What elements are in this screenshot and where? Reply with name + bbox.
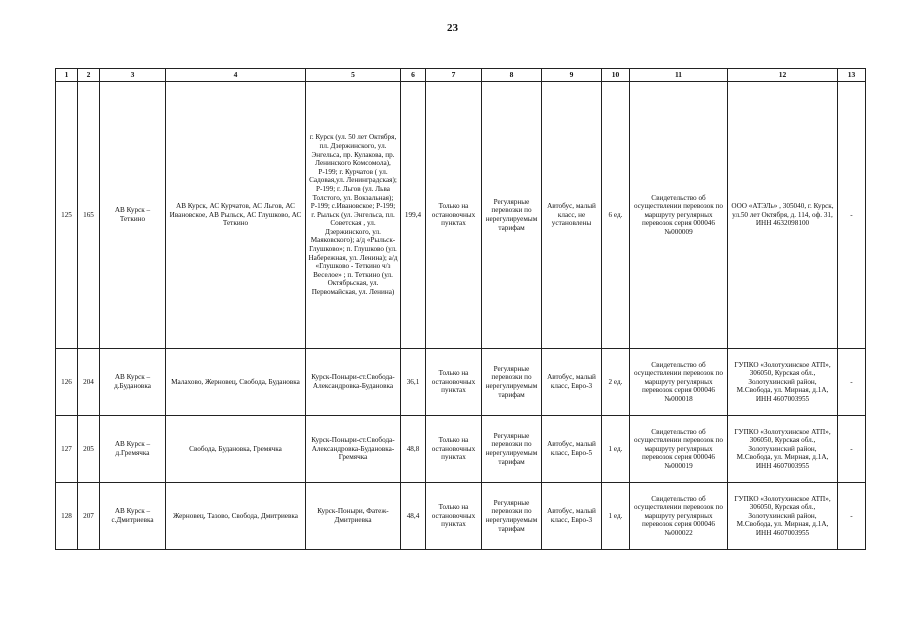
route-stops: АВ Курск, АС Курчатов, АС Льгов, АС Ивановское, АВ Рыльск, АС Глушково, АС Теткино (166, 82, 306, 349)
column-header: 7 (426, 69, 482, 82)
route-streets: Курск-Поныри-ст.Свобода-Александровка-Будановка (306, 349, 401, 416)
note: - (838, 349, 866, 416)
stop-order: Только на остановочных пунктах (426, 416, 482, 483)
route-streets: Курск-Поныри-ст.Свобода-Александровка-Будановка-Гремячка (306, 416, 401, 483)
column-header: 3 (100, 69, 166, 82)
note: - (838, 483, 866, 550)
column-header: 9 (542, 69, 602, 82)
vehicle-type: Автобус, малый класс, Евро-3 (542, 483, 602, 550)
vehicle-type: Автобус, малый класс, Евро-3 (542, 349, 602, 416)
route-streets: г. Курск (ул. 50 лет Октября, пл. Дзержинского, ул. Энгельса, пр. Кулакова, пр. Ленинского Комсомола), Р-199; г. Курчатов ( ул. Садовая,ул. Ленинградская); Р-199; г. Льгов (ул. Льва Толстого, ул. Вокзальная); Р-199; с.Ивановское; Р-199; г. Рыльск (ул. Энгельса, пл. Советская , ул. Дзержинского, ул. Маяковского); а/д «Рыльск-Глушково»; п. Глушково (ул. Набережная, ул. Ленина); а/д «Глушково - Теткино ч/з Веселое» ; п. Теткино (ул. Октябрьская, ул. Первомайская, ул. Ленина) (306, 82, 401, 349)
certificate: Свидетельство об осуществлении перевозок по маршруту регулярных перевозок серия 000046 №000019 (630, 416, 728, 483)
tariff-type: Регулярные перевозки по нерегулируемым тарифам (482, 82, 542, 349)
carrier: ООО «АТЭЛь» , 305040, г. Курск, ул.50 лет Октября, д. 114, оф. 31, ИНН 4632098100 (728, 82, 838, 349)
vehicle-count: 2 ед. (602, 349, 630, 416)
vehicle-count: 1 ед. (602, 416, 630, 483)
column-header: 1 (56, 69, 78, 82)
column-header: 13 (838, 69, 866, 82)
column-header: 6 (401, 69, 426, 82)
route-length: 36,1 (401, 349, 426, 416)
stop-order: Только на остановочных пунктах (426, 349, 482, 416)
column-header: 8 (482, 69, 542, 82)
route-stops: Жерновец, Тазово, Свобода, Дмитриевка (166, 483, 306, 550)
certificate: Свидетельство об осуществлении перевозок по маршруту регулярных перевозок серия 000046 №000018 (630, 349, 728, 416)
note: - (838, 416, 866, 483)
route-name: АВ Курск – д.Гремячка (100, 416, 166, 483)
route-number: 204 (78, 349, 100, 416)
route-name: АВ Курск – с.Дмитриевка (100, 483, 166, 550)
vehicle-type: Автобус, малый класс, не установлены (542, 82, 602, 349)
vehicle-count: 6 ед. (602, 82, 630, 349)
row-number: 128 (56, 483, 78, 550)
route-name: АВ Курск – д.Будановка (100, 349, 166, 416)
certificate: Свидетельство об осуществлении перевозок по маршруту регулярных перевозок серия 000046 №000009 (630, 82, 728, 349)
note: - (838, 82, 866, 349)
route-number: 165 (78, 82, 100, 349)
table-row (56, 82, 866, 349)
routes-table (55, 68, 866, 550)
header-row (56, 69, 866, 82)
table-row (56, 416, 866, 483)
route-number: 205 (78, 416, 100, 483)
stop-order: Только на остановочных пунктах (426, 82, 482, 349)
carrier: ГУПКО «Золотухинское АТП», 306050, Курская обл., Золотухинский район, М.Свобода, ул. Мирная, д.1А, ИНН 4607003955 (728, 483, 838, 550)
route-name: АВ Курск – Теткино (100, 82, 166, 349)
carrier: ГУПКО «Золотухинское АТП», 306050, Курская обл., Золотухинский район, М.Свобода, ул. Мирная, д.1А, ИНН 4607003955 (728, 416, 838, 483)
route-length: 48,4 (401, 483, 426, 550)
route-streets: Курск-Поныри, Фатеж-Дмитриевка (306, 483, 401, 550)
row-number: 125 (56, 82, 78, 349)
tariff-type: Регулярные перевозки по нерегулируемым тарифам (482, 416, 542, 483)
tariff-type: Регулярные перевозки по нерегулируемым тарифам (482, 349, 542, 416)
column-header: 11 (630, 69, 728, 82)
certificate: Свидетельство об осуществлении перевозок по маршруту регулярных перевозок серия 000046 №000022 (630, 483, 728, 550)
route-stops: Свобода, Будановка, Гремячка (166, 416, 306, 483)
route-number: 207 (78, 483, 100, 550)
route-length: 199,4 (401, 82, 426, 349)
vehicle-type: Автобус, малый класс, Евро-5 (542, 416, 602, 483)
row-number: 126 (56, 349, 78, 416)
table-row (56, 349, 866, 416)
stop-order: Только на остановочных пунктах (426, 483, 482, 550)
column-header: 4 (166, 69, 306, 82)
vehicle-count: 1 ед. (602, 483, 630, 550)
row-number: 127 (56, 416, 78, 483)
carrier: ГУПКО «Золотухинское АТП», 306050, Курская обл., Золотухинский район, М.Свобода, ул. Мирная, д.1А, ИНН 4607003955 (728, 349, 838, 416)
table-row (56, 483, 866, 550)
route-length: 48,8 (401, 416, 426, 483)
column-header: 2 (78, 69, 100, 82)
page-number: 23 (447, 22, 458, 34)
tariff-type: Регулярные перевозки по нерегулируемым тарифам (482, 483, 542, 550)
column-header: 12 (728, 69, 838, 82)
column-header: 10 (602, 69, 630, 82)
column-header: 5 (306, 69, 401, 82)
route-stops: Малахово, Жерновец, Свобода, Будановка (166, 349, 306, 416)
